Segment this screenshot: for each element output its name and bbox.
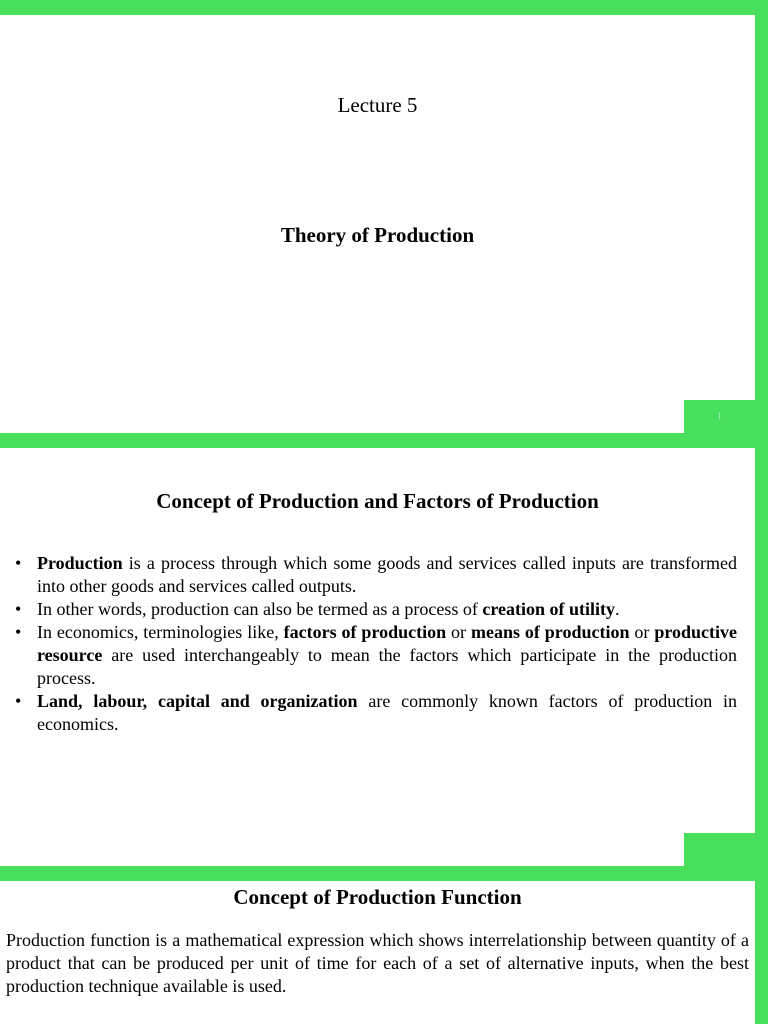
slide-3 bbox=[0, 881, 755, 1024]
list-item bbox=[15, 598, 737, 621]
bullet-icon: • bbox=[15, 622, 22, 642]
bold-term: creation of utility bbox=[482, 599, 616, 619]
bold-term: productive resource bbox=[37, 622, 738, 665]
text-segment: is a process through which some goods and services called inputs are transformed into other goods and services called outputs. bbox=[37, 553, 737, 596]
text-segment: are commonly known factors of production in economics. bbox=[37, 691, 737, 734]
text-segment: or bbox=[446, 622, 471, 642]
text-segment: or bbox=[629, 622, 655, 642]
lecture-title: Theory of Production bbox=[280, 223, 475, 247]
text-segment: In other words, production can also be termed as a process of bbox=[37, 599, 483, 619]
bold-term: factors of production bbox=[283, 622, 447, 642]
bullet-icon: • bbox=[15, 553, 22, 573]
bullet-icon: • bbox=[15, 691, 22, 711]
list-item bbox=[15, 552, 737, 598]
text-segment: In economics, terminologies like, bbox=[37, 622, 284, 642]
list-item bbox=[15, 621, 737, 690]
slide-3-heading: Concept of Production Function bbox=[233, 885, 522, 909]
text-segment: . bbox=[615, 599, 620, 619]
bold-term: Production bbox=[37, 553, 123, 573]
bold-term: Land, labour, capital and organization bbox=[37, 691, 358, 711]
production-function-paragraph: Production function is a mathematical expression which shows interrelationship between quantity of a product that can be produced per unit of time for each of a set of alternative inputs, when the best production technique available is used. bbox=[6, 930, 749, 996]
text-segment: are used interchangeably to mean the factors which participate in the production process. bbox=[37, 645, 737, 688]
slide-2-heading: Concept of Production and Factors of Production bbox=[156, 489, 599, 513]
lecture-label: Lecture 5 bbox=[337, 93, 418, 117]
slide-2 bbox=[0, 448, 755, 866]
slide-1 bbox=[0, 15, 755, 433]
bullet-icon: • bbox=[15, 599, 22, 619]
bullet-list bbox=[15, 552, 737, 736]
slide-2-corner-block bbox=[684, 833, 755, 866]
bold-term: means of production bbox=[470, 622, 630, 642]
list-item bbox=[15, 690, 737, 736]
slide-number: 1 bbox=[717, 411, 722, 421]
